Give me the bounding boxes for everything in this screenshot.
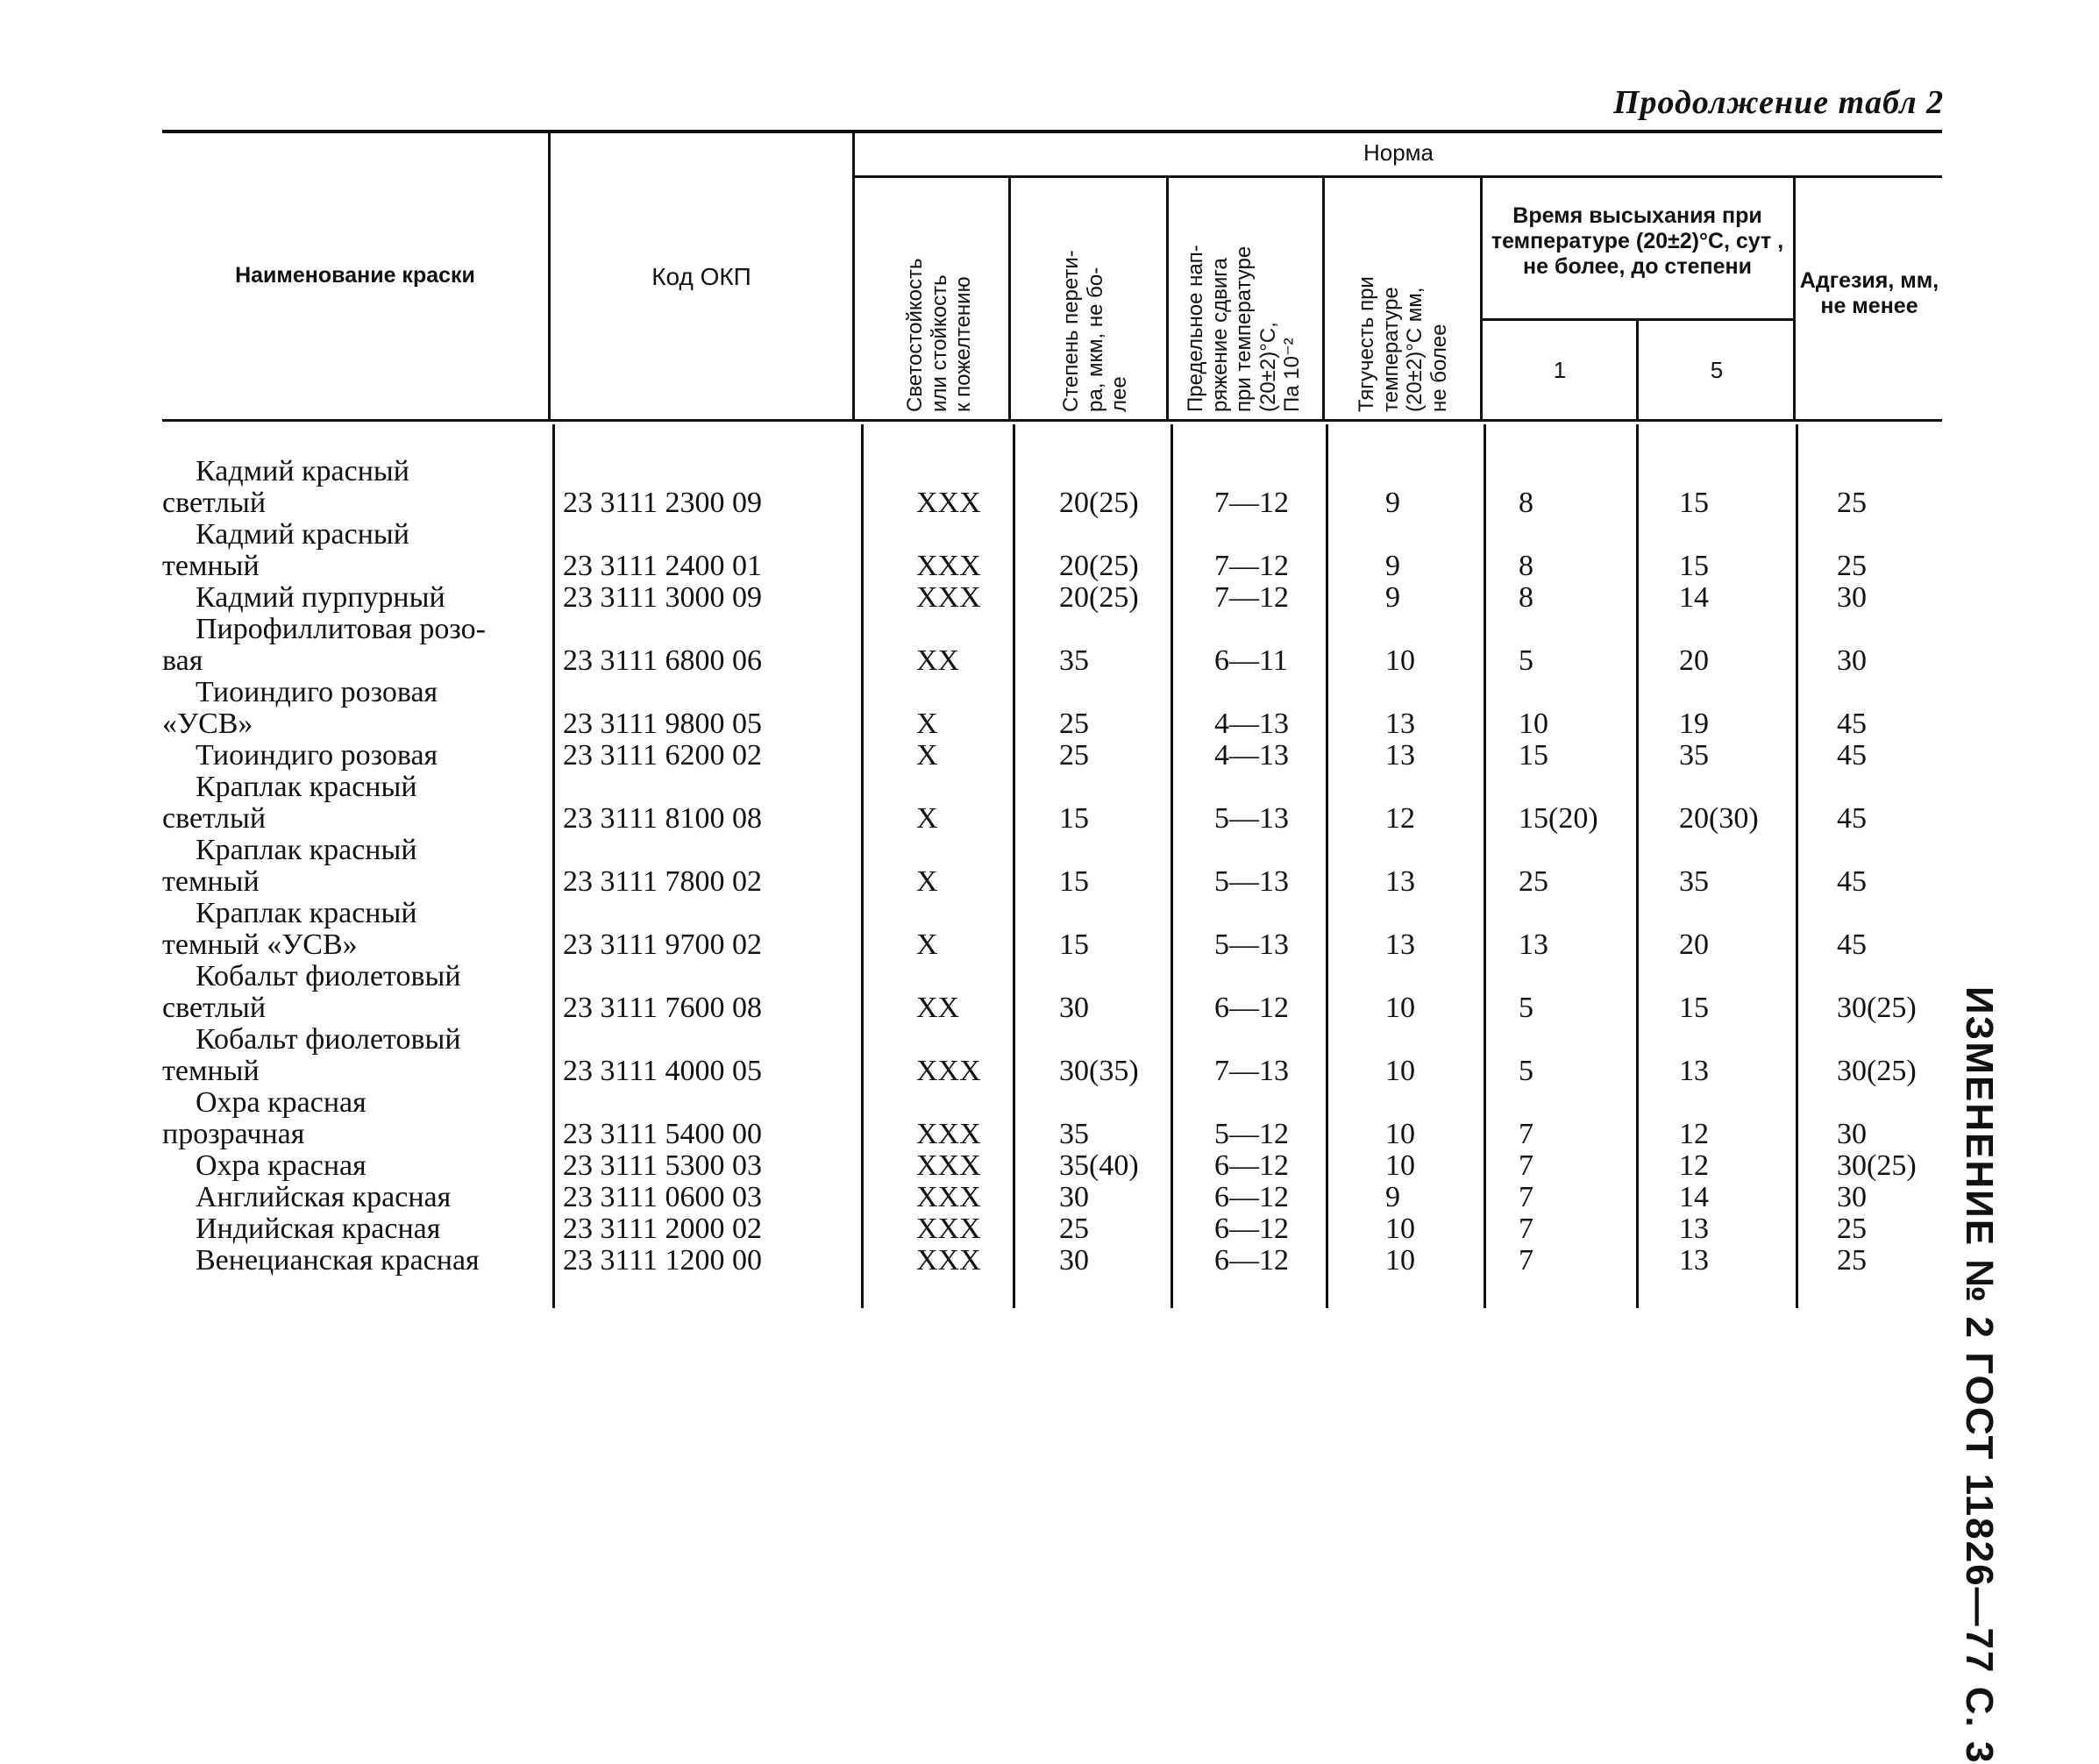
cell-grind: 20(25) bbox=[1059, 581, 1139, 614]
cell-code: 23 3111 9800 05 bbox=[563, 708, 762, 740]
cell-name bbox=[162, 835, 417, 898]
cell-ductility: 12 bbox=[1385, 802, 1415, 835]
cell-ductility: 10 bbox=[1385, 1149, 1415, 1182]
cell-name-line2: вая bbox=[162, 644, 203, 677]
cell-adhesion: 45 bbox=[1837, 928, 1867, 961]
cell-adhesion: 45 bbox=[1837, 708, 1867, 740]
header-norm: Норма bbox=[1363, 139, 1434, 166]
cell-name-line1: Краплак красный bbox=[196, 897, 417, 929]
cell-adhesion: 30(25) bbox=[1837, 992, 1917, 1024]
cell-ductility: 9 bbox=[1385, 487, 1400, 519]
cell-drying-5: 14 bbox=[1679, 581, 1709, 614]
table-caption: Продолжение табл 2 bbox=[1613, 84, 1945, 121]
cell-drying-5: 20 bbox=[1679, 928, 1709, 961]
hdr-divider bbox=[1166, 178, 1169, 419]
cell-grind: 15 bbox=[1059, 928, 1089, 961]
cell-ductility: 13 bbox=[1385, 928, 1415, 961]
cell-lightfastness: ХХХ bbox=[916, 581, 981, 614]
cell-name bbox=[162, 582, 445, 614]
cell-drying-1: 8 bbox=[1519, 487, 1533, 519]
cell-grind: 35 bbox=[1059, 1118, 1089, 1150]
cell-lightfastness: Х bbox=[916, 865, 938, 898]
cell-name-line1: Английская красная bbox=[196, 1181, 452, 1213]
body-divider bbox=[1484, 424, 1486, 1308]
cell-drying-1: 7 bbox=[1519, 1149, 1533, 1182]
cell-drying-1: 7 bbox=[1519, 1181, 1533, 1213]
body-divider bbox=[1796, 424, 1798, 1308]
cell-name bbox=[162, 1245, 480, 1277]
cell-code: 23 3111 1200 00 bbox=[563, 1244, 762, 1277]
cell-grind: 20(25) bbox=[1059, 550, 1139, 582]
cell-lightfastness: ХХХ bbox=[916, 550, 981, 582]
cell-name-line1: Кадмий красный bbox=[196, 518, 409, 551]
cell-name-line1: Пирофиллитовая розо- bbox=[196, 613, 486, 645]
cell-grind: 30(35) bbox=[1059, 1055, 1139, 1087]
cell-grind: 25 bbox=[1059, 1213, 1089, 1245]
cell-drying-5: 13 bbox=[1679, 1055, 1709, 1087]
cell-adhesion: 25 bbox=[1837, 487, 1867, 519]
cell-grind: 15 bbox=[1059, 802, 1089, 835]
cell-name bbox=[162, 1182, 451, 1213]
cell-grind: 25 bbox=[1059, 739, 1089, 772]
body-divider bbox=[1013, 424, 1015, 1308]
cell-code: 23 3111 8100 08 bbox=[563, 802, 762, 835]
header-code: Код ОКП bbox=[651, 263, 751, 290]
cell-shear: 5—13 bbox=[1214, 865, 1289, 898]
cell-adhesion: 45 bbox=[1837, 739, 1867, 772]
hdr-divider bbox=[852, 133, 855, 419]
cell-name-line1: Кадмий пурпурный bbox=[196, 581, 445, 614]
header-drying: Время высыхания при температуре (20±2)°С, сут , не более, до степени bbox=[1491, 203, 1784, 279]
cell-adhesion: 30 bbox=[1837, 1118, 1867, 1150]
cell-lightfastness: ХХХ bbox=[916, 1118, 981, 1150]
cell-drying-1: 25 bbox=[1519, 865, 1548, 898]
header-name: Наименование краски bbox=[235, 263, 475, 288]
cell-drying-1: 7 bbox=[1519, 1118, 1533, 1150]
cell-adhesion: 30(25) bbox=[1837, 1149, 1917, 1182]
cell-ductility: 13 bbox=[1385, 739, 1415, 772]
cell-name bbox=[162, 1024, 461, 1087]
header-shear: Предельное нап- ряжение сдвига при температуре (20±2)°С, Па 10⁻² bbox=[1184, 245, 1305, 412]
cell-grind: 30 bbox=[1059, 1244, 1089, 1277]
cell-name-line1: Кобальт фиолетовый bbox=[196, 960, 461, 992]
cell-ductility: 10 bbox=[1385, 1118, 1415, 1150]
body-divider bbox=[552, 424, 555, 1308]
cell-shear: 7—12 bbox=[1214, 550, 1289, 582]
cell-drying-1: 7 bbox=[1519, 1244, 1533, 1277]
cell-lightfastness: Х bbox=[916, 928, 938, 961]
header-bottom-rule bbox=[162, 419, 1942, 422]
cell-code: 23 3111 9700 02 bbox=[563, 928, 762, 961]
cell-grind: 35 bbox=[1059, 644, 1089, 677]
cell-lightfastness: ХХХ bbox=[916, 1244, 981, 1277]
cell-drying-5: 15 bbox=[1679, 487, 1709, 519]
cell-name-line1: Кадмий красный bbox=[196, 455, 409, 487]
cell-drying-5: 12 bbox=[1679, 1118, 1709, 1150]
cell-name bbox=[162, 772, 417, 835]
cell-lightfastness: Х bbox=[916, 802, 938, 835]
cell-name-line1: Тиоиндиго розовая bbox=[196, 739, 438, 772]
cell-adhesion: 25 bbox=[1837, 550, 1867, 582]
body-divider bbox=[1170, 424, 1173, 1308]
cell-drying-5: 14 bbox=[1679, 1181, 1709, 1213]
header-grind: Степень перети- ра, мкм, не бо- лее bbox=[1059, 250, 1132, 412]
hdr-divider bbox=[1480, 178, 1483, 419]
cell-drying-1: 8 bbox=[1519, 581, 1533, 614]
cell-code: 23 3111 5300 03 bbox=[563, 1149, 762, 1182]
cell-adhesion: 30 bbox=[1837, 644, 1867, 677]
cell-shear: 5—13 bbox=[1214, 928, 1289, 961]
cell-lightfastness: Х bbox=[916, 739, 938, 772]
cell-code: 23 3111 2000 02 bbox=[563, 1213, 762, 1245]
cell-code: 23 3111 2300 09 bbox=[563, 487, 762, 519]
cell-code: 23 3111 0600 03 bbox=[563, 1181, 762, 1213]
cell-drying-1: 15 bbox=[1519, 739, 1548, 772]
cell-code: 23 3111 6800 06 bbox=[563, 644, 762, 677]
cell-name-line1: Охра красная bbox=[196, 1149, 366, 1182]
cell-shear: 6—12 bbox=[1214, 992, 1289, 1024]
cell-name-line2: светлый bbox=[162, 992, 267, 1024]
header-drying-1: 1 bbox=[1553, 357, 1567, 383]
header-lightfastness: Светостойкость или стойкость к пожелтению bbox=[903, 258, 976, 412]
hdr-divider bbox=[548, 133, 551, 419]
cell-shear: 6—12 bbox=[1214, 1181, 1289, 1213]
cell-adhesion: 25 bbox=[1837, 1213, 1867, 1245]
cell-ductility: 9 bbox=[1385, 550, 1400, 582]
cell-adhesion: 45 bbox=[1837, 802, 1867, 835]
cell-adhesion: 30 bbox=[1837, 581, 1867, 614]
body-divider bbox=[1326, 424, 1328, 1308]
cell-name bbox=[162, 1213, 440, 1245]
cell-shear: 4—13 bbox=[1214, 708, 1289, 740]
cell-shear: 6—12 bbox=[1214, 1213, 1289, 1245]
cell-name-line2: «УСВ» bbox=[162, 708, 253, 740]
hdr-divider bbox=[1008, 178, 1011, 419]
cell-name-line1: Венецианская красная bbox=[196, 1244, 480, 1277]
body-divider bbox=[1636, 424, 1639, 1308]
cell-drying-5: 12 bbox=[1679, 1149, 1709, 1182]
cell-lightfastness: ХХХ bbox=[916, 1055, 981, 1087]
cell-grind: 30 bbox=[1059, 1181, 1089, 1213]
cell-drying-1: 7 bbox=[1519, 1213, 1533, 1245]
cell-code: 23 3111 4000 05 bbox=[563, 1055, 762, 1087]
cell-name-line2: светлый bbox=[162, 802, 267, 835]
header-adhesion: Адгезия, мм, не менее bbox=[1799, 268, 1939, 318]
cell-lightfastness: ХХХ bbox=[916, 487, 981, 519]
cell-grind: 15 bbox=[1059, 865, 1089, 898]
cell-lightfastness: ХХХ bbox=[916, 1181, 981, 1213]
cell-drying-1: 8 bbox=[1519, 550, 1533, 582]
cell-name-line1: Краплак красный bbox=[196, 834, 417, 866]
hdr-divider bbox=[1636, 321, 1639, 419]
cell-name-line1: Индийская красная bbox=[196, 1213, 441, 1245]
cell-name-line2: темный bbox=[162, 1055, 260, 1087]
cell-grind: 25 bbox=[1059, 708, 1089, 740]
cell-name bbox=[162, 1150, 366, 1182]
cell-drying-1: 5 bbox=[1519, 644, 1533, 677]
cell-shear: 6—11 bbox=[1214, 644, 1288, 677]
cell-drying-1: 5 bbox=[1519, 992, 1533, 1024]
cell-name-line2: темный bbox=[162, 550, 260, 582]
cell-drying-5: 20 bbox=[1679, 644, 1709, 677]
cell-ductility: 10 bbox=[1385, 1055, 1415, 1087]
cell-ductility: 13 bbox=[1385, 708, 1415, 740]
cell-name-line2: темный «УСВ» bbox=[162, 928, 358, 961]
cell-code: 23 3111 3000 09 bbox=[563, 581, 762, 614]
cell-name-line1: Кобальт фиолетовый bbox=[196, 1023, 461, 1056]
cell-drying-5: 19 bbox=[1679, 708, 1709, 740]
cell-ductility: 10 bbox=[1385, 1213, 1415, 1245]
cell-name bbox=[162, 519, 409, 582]
cell-adhesion: 25 bbox=[1837, 1244, 1867, 1277]
cell-drying-5: 13 bbox=[1679, 1244, 1709, 1277]
cell-drying-5: 35 bbox=[1679, 739, 1709, 772]
cell-ductility: 13 bbox=[1385, 865, 1415, 898]
cell-drying-5: 20(30) bbox=[1679, 802, 1759, 835]
cell-name-line1: Охра красная bbox=[196, 1086, 366, 1119]
cell-code: 23 3111 7600 08 bbox=[563, 992, 762, 1024]
header-ductility: Тягучесть при температуре (20±2)°С мм, не более bbox=[1355, 276, 1451, 412]
cell-name-line1: Тиоиндиго розовая bbox=[196, 676, 438, 708]
cell-shear: 4—13 bbox=[1214, 739, 1289, 772]
cell-name bbox=[162, 614, 486, 677]
cell-shear: 7—12 bbox=[1214, 581, 1289, 614]
cell-name bbox=[162, 456, 409, 519]
cell-adhesion: 30(25) bbox=[1837, 1055, 1917, 1087]
cell-shear: 6—12 bbox=[1214, 1149, 1289, 1182]
cell-shear: 5—12 bbox=[1214, 1118, 1289, 1150]
cell-name-line2: темный bbox=[162, 865, 260, 898]
cell-ductility: 10 bbox=[1385, 644, 1415, 677]
cell-name-line1: Краплак красный bbox=[196, 771, 417, 803]
cell-code: 23 3111 6200 02 bbox=[563, 739, 762, 772]
cell-shear: 5—13 bbox=[1214, 802, 1289, 835]
cell-shear: 7—13 bbox=[1214, 1055, 1289, 1087]
cell-ductility: 9 bbox=[1385, 1181, 1400, 1213]
cell-shear: 6—12 bbox=[1214, 1244, 1289, 1277]
cell-lightfastness: ХХХ bbox=[916, 1149, 981, 1182]
cell-ductility: 10 bbox=[1385, 1244, 1415, 1277]
cell-code: 23 3111 7800 02 bbox=[563, 865, 762, 898]
cell-drying-1: 5 bbox=[1519, 1055, 1533, 1087]
cell-code: 23 3111 5400 00 bbox=[563, 1118, 762, 1150]
cell-grind: 35(40) bbox=[1059, 1149, 1139, 1182]
cell-drying-5: 35 bbox=[1679, 865, 1709, 898]
cell-lightfastness: ХХ bbox=[916, 992, 960, 1024]
cell-drying-1: 13 bbox=[1519, 928, 1548, 961]
cell-code: 23 3111 2400 01 bbox=[563, 550, 762, 582]
cell-name bbox=[162, 898, 417, 961]
table-top-rule bbox=[162, 130, 1942, 133]
cell-grind: 30 bbox=[1059, 992, 1089, 1024]
cell-name bbox=[162, 1087, 366, 1150]
cell-drying-5: 15 bbox=[1679, 550, 1709, 582]
cell-adhesion: 30 bbox=[1837, 1181, 1867, 1213]
cell-drying-5: 15 bbox=[1679, 992, 1709, 1024]
cell-drying-1: 10 bbox=[1519, 708, 1548, 740]
cell-name bbox=[162, 677, 438, 740]
cell-name bbox=[162, 961, 461, 1024]
side-title: ИЗМЕНЕНИЕ № 2 ГОСТ 11826—77 С. 3 bbox=[1958, 986, 2001, 1764]
cell-ductility: 10 bbox=[1385, 992, 1415, 1024]
cell-drying-1: 15(20) bbox=[1519, 802, 1598, 835]
cell-adhesion: 45 bbox=[1837, 865, 1867, 898]
body-divider bbox=[861, 424, 864, 1308]
cell-lightfastness: Х bbox=[916, 708, 938, 740]
cell-drying-5: 13 bbox=[1679, 1213, 1709, 1245]
cell-shear: 7—12 bbox=[1214, 487, 1289, 519]
cell-lightfastness: ХХ bbox=[916, 644, 960, 677]
cell-name-line2: светлый bbox=[162, 487, 267, 519]
cell-ductility: 9 bbox=[1385, 581, 1400, 614]
cell-name-line2: прозрачная bbox=[162, 1118, 305, 1150]
cell-name bbox=[162, 740, 438, 772]
hdr-divider bbox=[1322, 178, 1325, 419]
cell-lightfastness: ХХХ bbox=[916, 1213, 981, 1245]
header-drying-5: 5 bbox=[1710, 357, 1724, 383]
cell-grind: 20(25) bbox=[1059, 487, 1139, 519]
